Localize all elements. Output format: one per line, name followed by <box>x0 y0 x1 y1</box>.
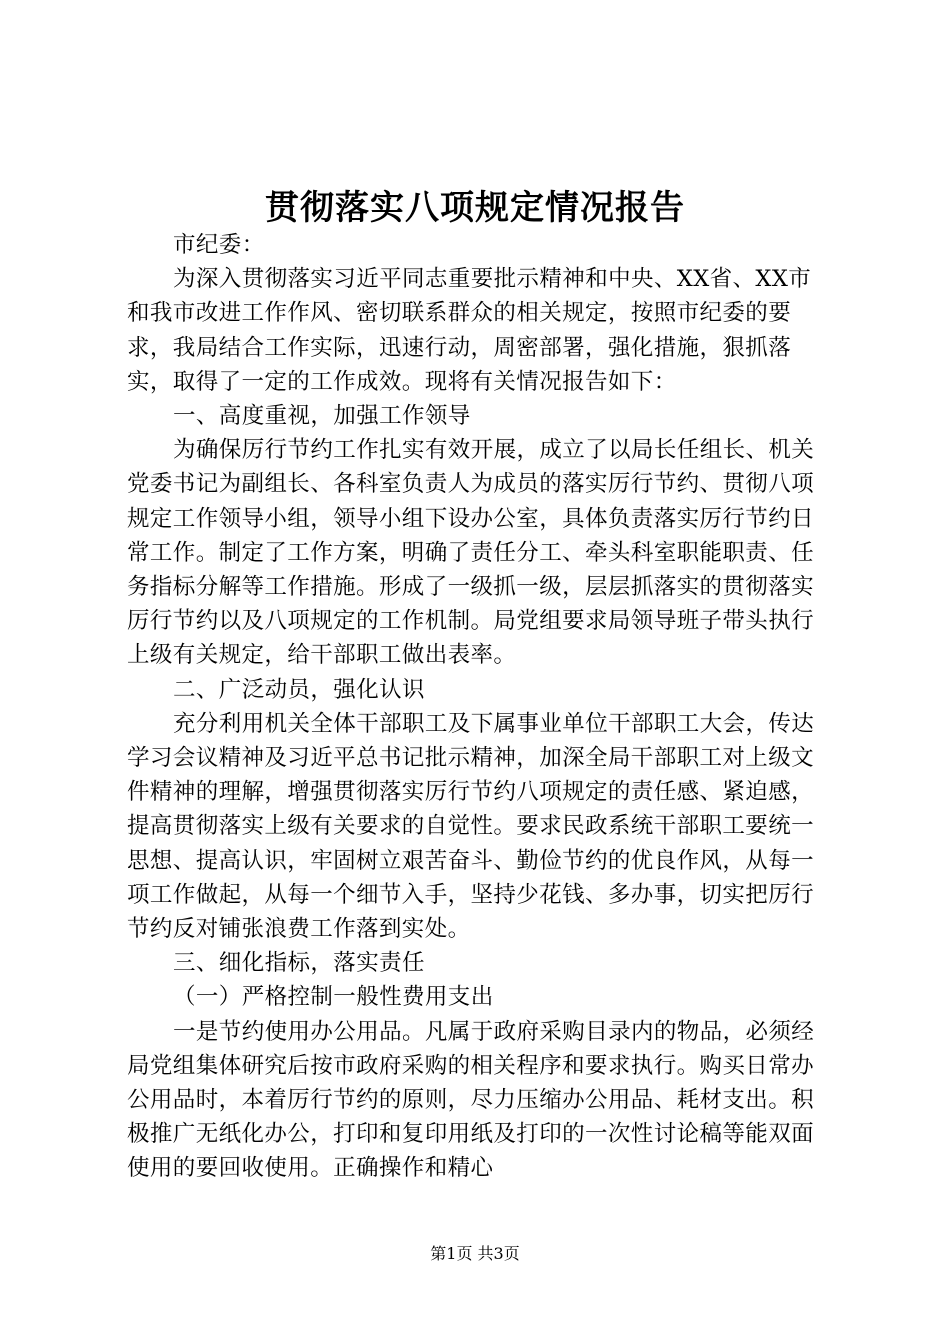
document-body <box>127 228 832 1186</box>
paragraph-section-2: 充分利用机关全体干部职工及下属事业单位干部职工大会，传达学习会议精神及习近平总书记批示精神，加深全局干部职工对上级文件精神的理解，增强贯彻落实厉行节约八项规定的责任感、紧迫感，提高贯彻落实上级有关要求的自觉性。要求民政系统干部职工要统一思想、提高认识，牢固树立艰苦奋斗、勤俭节约的优良作风，从每一项工作做起，从每一个细节入手，坚持少花钱、多办事，切实把厉行节约反对铺张浪费工作落到实处。 <box>127 710 815 943</box>
document-title: 贯彻落实八项规定情况报告 <box>265 188 685 228</box>
salutation: 市纪委： <box>173 232 265 258</box>
paragraph-intro: 为深入贯彻落实习近平同志重要批示精神和中央、XX省、XX市和我市改进工作作风、密切联系群众的相关规定，按照市纪委的要求，我局结合工作实际，迅速行动，周密部署，强化措施，狠抓落实，取得了一定的工作成效。现将有关情况报告如下： <box>127 266 812 395</box>
section-heading-3: 三、细化指标，落实责任 <box>173 950 425 977</box>
subsection-heading-3-1: （一）严格控制一般性费用支出 <box>173 984 494 1011</box>
paragraph-subsection-3-1: 一是节约使用办公用品。凡属于政府采购目录内的物品，必须经局党组集体研究后按市政府采购的相关程序和要求执行。购买日常办公用品时，本着厉行节约的原则，尽力压缩办公用品、耗材支出。积极推广无纸化办公，打印和复印用纸及打印的一次性讨论稿等能双面使用的要回收使用。正确操作和精心 <box>127 1018 815 1182</box>
paragraph-section-1: 为确保厉行节约工作扎实有效开展，成立了以局长任组长、机关党委书记为副组长、各科室负责人为成员的落实厉行节约、贯彻八项规定工作领导小组，领导小组下设办公室，具体负责落实厉行节约日常工作。制定了工作方案，明确了责任分工、牵头科室职能职责、任务指标分解等工作措施。形成了一级抓一级，层层抓落实的贯彻落实厉行节约以及八项规定的工作机制。局党组要求局领导班子带头执行上级有关规定，给干部职工做出表率。 <box>127 437 815 669</box>
page-number-footer: 第1页 共3页 <box>430 1244 520 1263</box>
section-heading-2: 二、广泛动员，强化认识 <box>173 676 425 703</box>
section-heading-1: 一、高度重视，加强工作领导 <box>173 403 471 430</box>
